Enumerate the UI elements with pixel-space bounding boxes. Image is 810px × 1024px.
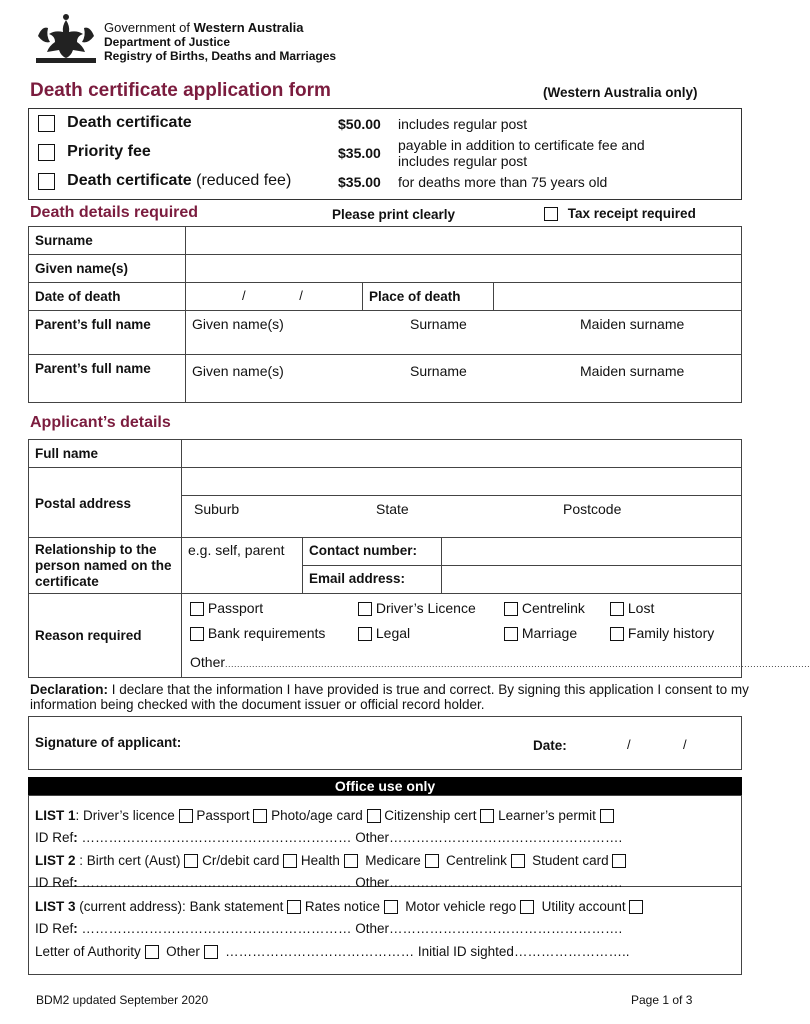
org-line1-prefix: Government of (104, 20, 194, 35)
reason-label: Driver’s Licence (375, 600, 476, 616)
parent2-surname-hint: Surname (410, 363, 467, 379)
list-checkbox[interactable] (629, 900, 643, 914)
centrelink-checkbox[interactable] (504, 602, 518, 616)
date-of-death-field[interactable] (186, 283, 363, 311)
list-checkbox[interactable] (287, 900, 301, 914)
tax-receipt-checkbox[interactable] (544, 207, 558, 221)
applicant-table (28, 439, 810, 678)
contact-number-field[interactable] (442, 538, 742, 566)
postcode-hint: Postcode (563, 501, 622, 517)
form-title: Death certificate application form (30, 80, 331, 101)
list-item: Cr/debit card (202, 853, 280, 868)
place-of-death-field[interactable] (494, 283, 742, 311)
list3-label: LIST 3 (35, 899, 76, 914)
list3-line (35, 899, 643, 914)
date-separator: / (242, 288, 246, 303)
fee-desc: includes regular post (398, 116, 528, 132)
list-checkbox[interactable] (253, 809, 267, 823)
family-history-checkbox[interactable] (610, 627, 624, 641)
relationship-field[interactable] (182, 538, 303, 594)
list-checkbox[interactable] (600, 809, 614, 823)
other-label: Other (355, 875, 390, 890)
list-checkbox[interactable] (520, 900, 534, 914)
list2-label: LIST 2 (35, 853, 76, 868)
parent2-field[interactable] (186, 355, 742, 403)
org-line2: Department of Justice (104, 35, 231, 49)
postal-address-field[interactable] (182, 468, 742, 538)
reason-option[interactable] (504, 625, 577, 641)
office-use-heading: Office use only (28, 777, 742, 795)
footer-page-number: Page 1 of 3 (631, 993, 693, 1007)
reason-option[interactable] (504, 600, 585, 616)
parent2-given-hint: Given name(s) (192, 363, 284, 379)
list-checkbox[interactable] (425, 854, 439, 868)
footer-updated: BDM2 updated September 2020 (36, 993, 209, 1007)
id-ref-label: ID Ref (35, 830, 74, 845)
email-label: Email address: (303, 566, 442, 594)
parent2-maiden-hint: Maiden surname (580, 363, 685, 379)
list2-idref-line: ID Ref: …………………………………………………… Other……………………………………………. (35, 875, 623, 890)
fee-name: Death certificate (67, 114, 192, 131)
tax-receipt-label: Tax receipt required (567, 206, 696, 221)
fee-desc: for deaths more than 75 years old (398, 174, 608, 190)
reason-label: Family history (627, 625, 715, 641)
id-ref-label: ID Ref (35, 921, 74, 936)
declaration-text (30, 682, 750, 712)
full-name-label: Full name (29, 440, 182, 468)
parent1-surname-hint: Surname (410, 316, 467, 332)
parent1-maiden-hint: Maiden surname (580, 316, 685, 332)
list-item: Birth cert (Aust) (86, 853, 181, 868)
fee-name: Priority fee (67, 143, 151, 160)
authority-line: Letter of Authority Other …………………………………… Initial ID sighted…………………….. (35, 944, 630, 959)
drivers-licence-checkbox[interactable] (358, 602, 372, 616)
list-checkbox[interactable] (612, 854, 626, 868)
email-field[interactable] (442, 566, 742, 594)
reason-other-line[interactable]: Other................................................................................................................................................................................................... (190, 654, 810, 670)
death-certificate-checkbox[interactable] (38, 115, 55, 132)
bank-requirements-checkbox[interactable] (190, 627, 204, 641)
list2-line: LIST 2 : Birth cert (Aust) Cr/debit card Health Medicare Centrelink Student card (35, 853, 626, 868)
postal-address-label: Postal address (29, 468, 182, 538)
signature-label: Signature of applicant: (35, 735, 182, 750)
org-line3: Registry of Births, Deaths and Marriages (104, 49, 337, 63)
list-item: Passport (196, 808, 250, 823)
list-checkbox[interactable] (480, 809, 494, 823)
contact-number-label: Contact number: (303, 538, 442, 566)
list-item: Rates notice (304, 899, 380, 914)
reason-option[interactable] (358, 600, 476, 616)
given-names-field[interactable] (186, 255, 742, 283)
surname-field[interactable] (186, 227, 742, 255)
list1-idref-line: ID Ref: …………………………………………………… Other……………………………………………. (35, 830, 623, 845)
id-ref-label: ID Ref (35, 875, 74, 890)
reason-option[interactable] (610, 625, 714, 641)
marriage-checkbox[interactable] (504, 627, 518, 641)
list-item: Bank statement (189, 899, 284, 914)
org-line1-bold: Western Australia (193, 20, 304, 35)
print-clearly-note: Please print clearly (332, 207, 456, 222)
list-checkbox[interactable] (511, 854, 525, 868)
surname-label: Surname (29, 227, 186, 255)
declaration-body: I declare that the information I have provided is true and correct. By signing this application I consent to my information being checked with the document issuer or official record holder. (30, 682, 749, 712)
parent2-label: Parent’s full name (29, 355, 186, 403)
list-item: Learner’s permit (498, 808, 596, 823)
suburb-hint: Suburb (194, 501, 240, 517)
other-label: Other (166, 944, 200, 959)
list-item: Motor vehicle rego (405, 899, 517, 914)
relationship-label: Relationship to the person named on the certificate (29, 538, 182, 594)
fee-amount: $35.00 (338, 145, 381, 161)
place-of-death-label: Place of death (363, 283, 494, 311)
reason-required-label: Reason required (29, 594, 182, 678)
reason-label: Marriage (521, 625, 578, 641)
initial-id-label: Initial ID sighted (417, 944, 514, 959)
fee-name-suffix: (reduced fee) (191, 172, 292, 189)
reason-label: Legal (375, 625, 411, 641)
passport-checkbox[interactable] (190, 602, 204, 616)
reason-label: Passport (207, 600, 264, 616)
reason-label: Bank requirements (207, 625, 326, 641)
fee-name: Death certificate (67, 172, 192, 189)
fee-amount: $50.00 (338, 116, 381, 132)
list1-label: LIST 1 (35, 808, 76, 823)
death-details-table (28, 226, 742, 403)
fee-desc: payable in addition to certificate fee and includes regular post (398, 137, 645, 169)
letter-of-authority-checkbox[interactable] (145, 945, 159, 959)
list-item: Utility account (541, 899, 626, 914)
other-label: Other (355, 830, 390, 845)
list1-line: LIST 1: Driver’s licence Passport Photo/age card Citizenship cert Learner’s permit (35, 808, 614, 823)
list-checkbox[interactable] (179, 809, 193, 823)
other-label: Other (355, 921, 390, 936)
lost-checkbox[interactable] (610, 602, 624, 616)
form-scope: (Western Australia only) (543, 85, 698, 100)
reason-option[interactable] (190, 625, 325, 641)
date-label: Date: (533, 738, 567, 753)
parent1-label: Parent’s full name (29, 311, 186, 355)
list-item: Student card (532, 853, 609, 868)
death-details-heading: Death details required (30, 204, 199, 221)
legal-checkbox[interactable] (358, 627, 372, 641)
full-name-field[interactable] (182, 440, 742, 468)
fee-row-priority (38, 143, 151, 161)
list-item: Driver’s licence (83, 808, 175, 823)
reduced-fee-checkbox[interactable] (38, 173, 55, 190)
letter-of-authority-label: Letter of Authority (35, 944, 141, 959)
relationship-hint: e.g. self, parent (188, 542, 285, 558)
list-item: Photo/age card (271, 808, 363, 823)
list-item: Citizenship cert (384, 808, 477, 823)
reason-label: Lost (627, 600, 655, 616)
fee-row-reduced (38, 172, 291, 190)
list-checkbox[interactable] (367, 809, 381, 823)
list3-prefix: (current address): (75, 899, 190, 914)
reason-option[interactable] (190, 600, 263, 616)
date-of-death-label: Date of death (29, 283, 186, 311)
tax-receipt-option (544, 206, 696, 221)
wa-crest-logo (32, 14, 100, 66)
fee-amount: $35.00 (338, 174, 381, 190)
reason-other-label: Other (190, 654, 226, 670)
date-separator: / (299, 288, 303, 303)
parent1-given-hint: Given name(s) (192, 316, 284, 332)
reason-option[interactable] (358, 625, 410, 641)
reason-option[interactable] (610, 600, 654, 616)
applicant-heading: Applicant’s details (30, 414, 171, 431)
org-name-block (104, 21, 336, 63)
list-checkbox[interactable] (384, 900, 398, 914)
given-names-label: Given name(s) (29, 255, 186, 283)
list-checkbox[interactable] (344, 854, 358, 868)
fee-row-certificate (38, 114, 192, 132)
list-item: Health (300, 853, 340, 868)
list-item: Centrelink (446, 853, 507, 868)
state-hint: State (376, 501, 409, 517)
reason-label: Centrelink (521, 600, 585, 616)
priority-fee-checkbox[interactable] (38, 144, 55, 161)
list3-idref-line: ID Ref: …………………………………………………… Other……………………………………………. (35, 921, 623, 936)
date-separator: / (627, 737, 631, 752)
list-checkbox[interactable] (184, 854, 198, 868)
list-item: Medicare (365, 853, 421, 868)
date-separator: / (683, 737, 687, 752)
declaration-label: Declaration: (30, 682, 109, 697)
reason-options (182, 594, 810, 678)
list-checkbox[interactable] (283, 854, 297, 868)
parent1-field[interactable] (186, 311, 742, 355)
other-checkbox[interactable] (204, 945, 218, 959)
